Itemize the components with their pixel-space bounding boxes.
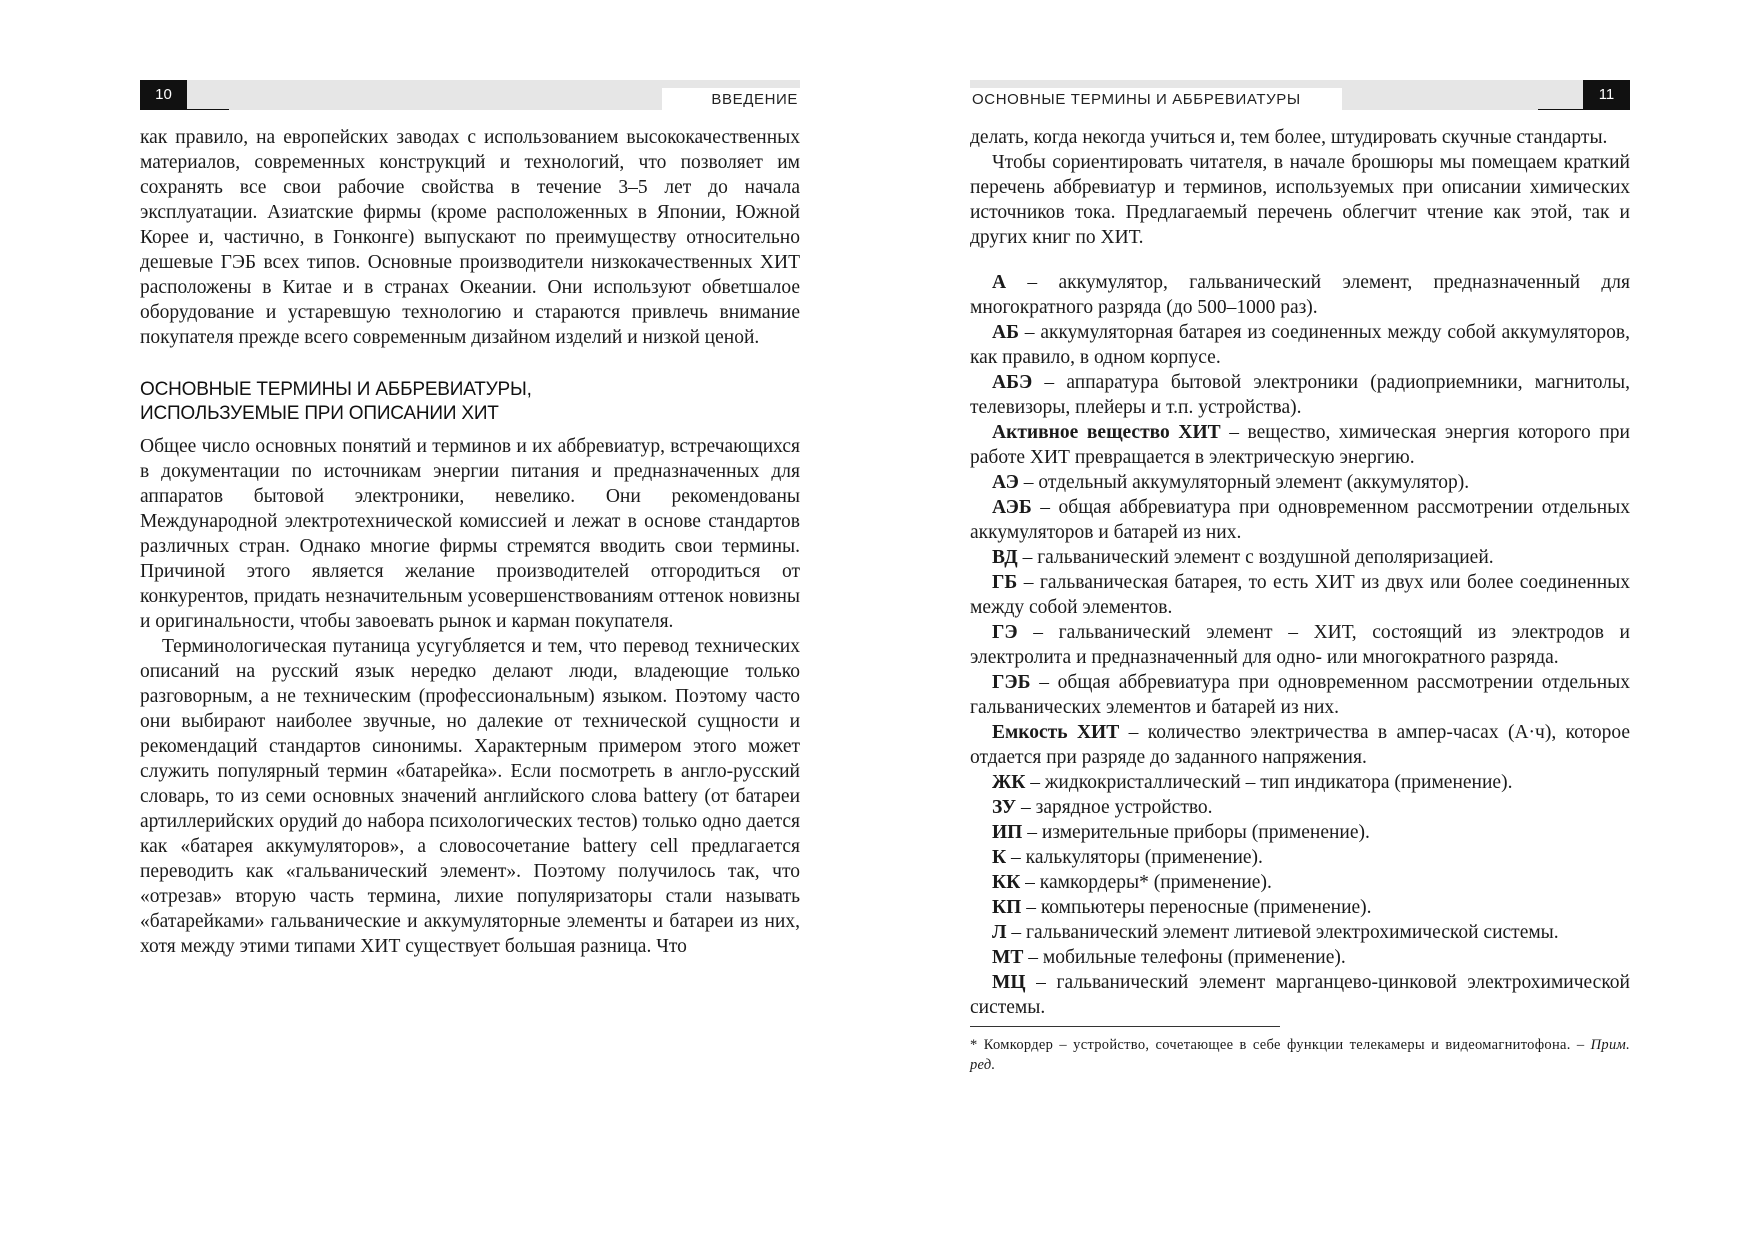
term-entry (970, 720, 1630, 770)
term-definition: – аккумулятор, гальванический элемент, предназначенный для многократного разряда (до 500–1000 раз). (970, 272, 1630, 318)
term-abbreviation: ЖК (992, 772, 1026, 793)
term-definition: – общая аббревиатура при одновременном рассмотрении отдельных гальванических элементов и батарей из них. (970, 672, 1630, 718)
paragraph: Чтобы сориентировать читателя, в начале брошюры мы помещаем краткий перечень аббревиатур и терминов, используемых при описании химических источников тока. Предлагаемый перечень облегчит чтение как этой, так и других книг по ХИТ. (970, 152, 1630, 248)
term-abbreviation: ГБ (992, 572, 1018, 593)
term-abbreviation: ВД (992, 547, 1018, 568)
term-abbreviation: Л (992, 922, 1007, 943)
term-definition: – камкордеры* (применение). (1020, 872, 1272, 893)
term-entry (970, 620, 1630, 670)
header-rule (1538, 109, 1583, 110)
term-definition: – гальваническая батарея, то есть ХИТ из двух или более соединенных между собой элементов. (970, 572, 1630, 618)
term-definition: – аппаратура бытовой электроники (радиоприемники, магнитолы, телевизоры, плейеры и т.п. устройства). (970, 372, 1630, 418)
right-page-body (970, 125, 1630, 1075)
running-head: ОСНОВНЫЕ ТЕРМИНЫ И АББРЕВИАТУРЫ (970, 88, 1342, 110)
paragraph: Терминологическая путаница усугубляется и тем, что перевод технических описаний на русский язык нередко делают люди, владеющие только разговорным, а не техническим (профессиональным) языком. Поэтому часто они выбирают наиболее звучные, но далекие от технической сущности и рекомендаций стандартов синонимы. Характерным примером этого может служить популярный термин «батарейка». Если посмотреть в англо-русский словарь, то из семи основных значений английского слова battery (от батареи артиллерийских орудий до набора психологических тестов) только одно дается как «батарея аккумуляторов», а словосочетание battery cell предлагается переводить как «гальванический элемент». Поэтому получилось так, что «отрезав» вторую часть термина, лихие популяризаторы стали называть «батарейками» гальванические и аккумуляторные элементы и батареи из них, хотя между этими типами ХИТ существует большая разница. Что (140, 636, 800, 957)
term-definition: – гальванический элемент с воздушной деполяризацией. (1017, 547, 1494, 568)
term-definition: – измерительные приборы (применение). (1022, 822, 1370, 843)
term-abbreviation: АБ (992, 322, 1019, 343)
term-abbreviation: МТ (992, 947, 1024, 968)
term-abbreviation: КК (992, 872, 1021, 893)
term-abbreviation: А (992, 272, 1007, 293)
term-definition: – количество электричества в ампер-часах (А·ч), которое отдается при разряде до заданного напряжения. (970, 722, 1630, 768)
term-abbreviation: К (992, 847, 1007, 868)
term-definition: – калькуляторы (применение). (1006, 847, 1263, 868)
term-definition: – отдельный аккумуляторный элемент (аккумулятор). (1018, 472, 1470, 493)
term-entry (970, 570, 1630, 620)
term-abbreviation: АЭБ (992, 497, 1032, 518)
section-title-line: ИСПОЛЬЗУЕМЫЕ ПРИ ОПИСАНИИ ХИТ (140, 403, 499, 424)
term-abbreviation: ГЭ (992, 622, 1018, 643)
term-entry (970, 670, 1630, 720)
term-entry (970, 920, 1630, 945)
term-abbreviation: МЦ (992, 972, 1026, 993)
footnote-editor-note: Прим. ред. (970, 1037, 1630, 1073)
term-definition: – жидкокристаллический – тип индикатора (применение). (1025, 772, 1513, 793)
term-entry (970, 495, 1630, 545)
left-page-body (140, 125, 800, 959)
term-abbreviation: КП (992, 897, 1022, 918)
term-entry (970, 970, 1630, 1020)
paragraph: как правило, на европейских заводах с использованием высококачественных материалов, современных конструкций и технологий, что позволяет им сохранять все свои рабочие свойства в течение 3–5 лет до начала эксплуатации. Азиатские фирмы (кроме расположенных в Японии, Южной Корее и, частично, в Гонконге) выпускают по преимуществу относительно дешевые ГЭБ всех типов. Основные производители низкокачественных ХИТ расположены в Китае и в странах Океании. Они используют обветшалое оборудование и устаревшую технологию и стараются привлечь внимание покупателя прежде всего современным дизайном изделий и низкой ценой. (140, 127, 800, 348)
term-abbreviation: АБЭ (992, 372, 1033, 393)
page-number: 10 (140, 80, 187, 110)
footnote (970, 1035, 1630, 1075)
term-abbreviation: АЭ (992, 472, 1019, 493)
term-abbreviation: ИП (992, 822, 1023, 843)
term-entry (970, 820, 1630, 845)
right-page (970, 0, 1630, 1075)
paragraph: Общее число основных понятий и терминов и их аббревиатур, встречающихся в документации по источникам энергии питания и предназначенных для аппаратов бытовой электроники, невелико. Они рекомендованы Международной электротехнической комиссией и лежат в основе стандартов различных стран. Однако многие фирмы стремятся вводить свои термины. Причиной этого является желание производителей отгородиться от конкурентов, придать незначительным усовершенствованиям оттенок новизны и оригинальности, чтобы завоевать рынок и карман покупателя. (140, 436, 800, 632)
term-entry (970, 795, 1630, 820)
term-definition: – компьютеры переносные (применение). (1021, 897, 1372, 918)
term-entry (970, 945, 1630, 970)
term-entry (970, 870, 1630, 895)
term-definition: – гальванический элемент литиевой электрохимической системы. (1006, 922, 1559, 943)
section-title-line: ОСНОВНЫЕ ТЕРМИНЫ И АББРЕВИАТУРЫ, (140, 379, 532, 400)
left-page-header (140, 80, 800, 110)
header-rule (187, 109, 229, 110)
term-definition: – вещество, химическая энергия которого при работе ХИТ превращается в электрическую энергию. (970, 422, 1630, 468)
paragraph: делать, когда некогда учиться и, тем более, штудировать скучные стандарты. (970, 127, 1608, 148)
term-entry (970, 320, 1630, 370)
running-head: ВВЕДЕНИЕ (662, 88, 800, 110)
term-definition: – гальванический элемент марганцево-цинковой электрохимической системы. (970, 972, 1630, 1018)
term-entry (970, 545, 1630, 570)
term-definition: – аккумуляторная батарея из соединенных между собой аккумуляторов, как правило, в одном корпусе. (970, 322, 1630, 368)
term-entry (970, 370, 1630, 420)
term-entry (970, 270, 1630, 320)
term-abbreviation: Емкость ХИТ (992, 722, 1120, 743)
term-entry (970, 845, 1630, 870)
term-entry (970, 420, 1630, 470)
terms-list (970, 270, 1630, 1020)
footnote-text: * Комкордер – устройство, сочетающее в себе функции телекамеры и видеомагнитофона. – (970, 1037, 1591, 1053)
left-page (140, 0, 800, 959)
term-definition: – зарядное устройство. (1016, 797, 1213, 818)
term-entry (970, 470, 1630, 495)
term-abbreviation: Активное вещество ХИТ (992, 422, 1221, 443)
term-abbreviation: ГЭБ (992, 672, 1031, 693)
term-entry (970, 770, 1630, 795)
term-entry (970, 895, 1630, 920)
term-definition: – общая аббревиатура при одновременном рассмотрении отдельных аккумуляторов и батарей из них. (970, 497, 1630, 543)
term-abbreviation: ЗУ (992, 797, 1017, 818)
page-number: 11 (1583, 80, 1630, 110)
section-title (140, 378, 800, 426)
term-definition: – гальванический элемент – ХИТ, состоящий из электродов и электролита и предназначенный для одно- или многократного разряда. (970, 622, 1630, 668)
right-page-header (970, 80, 1630, 110)
term-definition: – мобильные телефоны (применение). (1023, 947, 1346, 968)
footnote-rule (970, 1026, 1280, 1027)
